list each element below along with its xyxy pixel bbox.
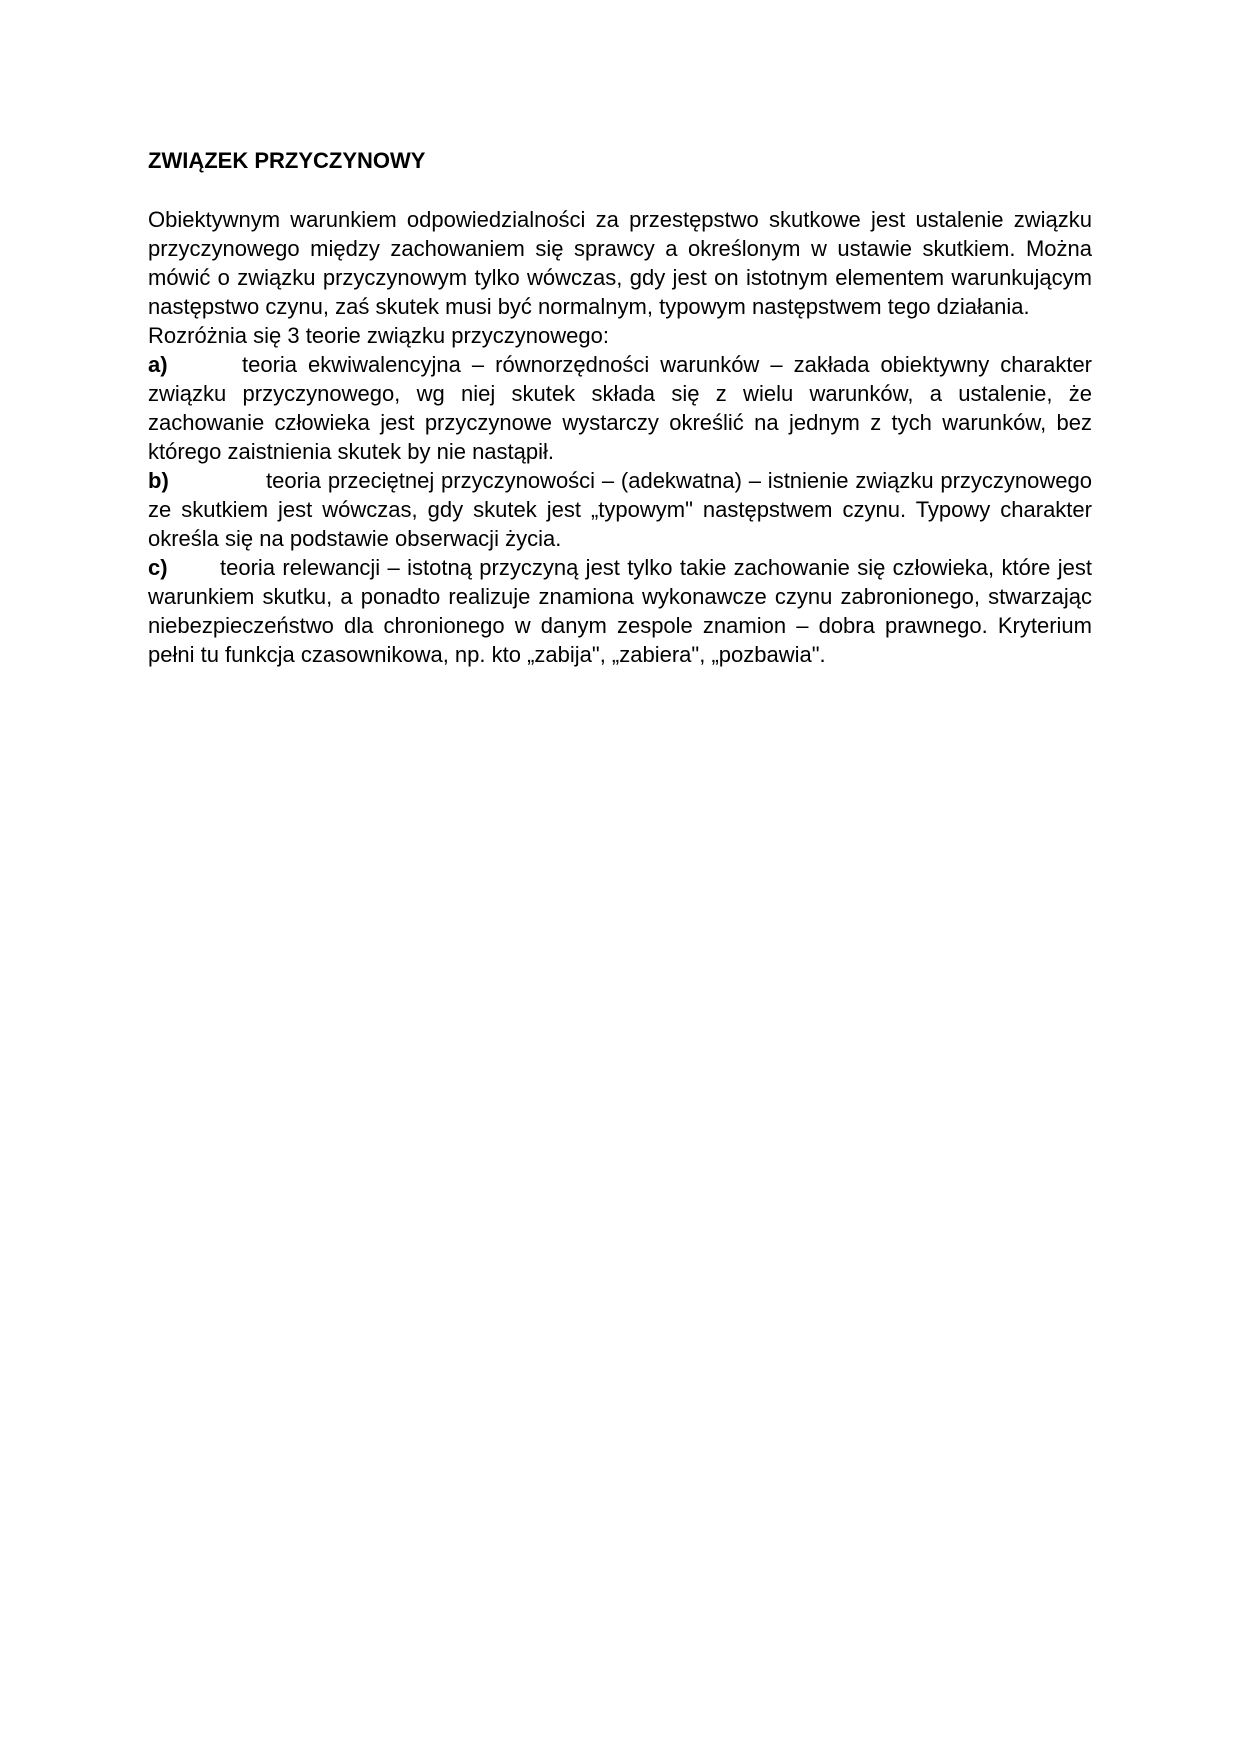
item-marker: a) [148, 352, 168, 377]
theory-item-b [148, 466, 1092, 553]
lead-paragraph: Rozróżnia się 3 teorie związku przyczynowego: [148, 323, 609, 348]
item-marker: c) [148, 555, 168, 580]
theory-item-c [148, 553, 1092, 669]
item-text: teoria ekwiwalencyjna – równorzędności warunków – zakłada obiektywny charakter związku przyczynowego, wg niej skutek składa się z wielu warunków, a ustalenie, że zachowanie człowieka jest przyczynowe wystarczy określić na jednym z tych warunków, bez którego zaistnienia skutek by nie nastąpił. [148, 352, 1092, 464]
item-text: teoria relewancji – istotną przyczyną jest tylko takie zachowanie się człowieka, które jest warunkiem skutku, a ponadto realizuje znamiona wykonawcze czynu zabronionego, stwarzając niebezpieczeństwo dla chronionego w danym zespole znamion – dobra prawnego. Kryterium pełni tu funkcja czasownikowa, np. kto „zabija", „zabiera", „pozbawia". [148, 555, 1092, 667]
document-title: ZWIĄZEK PRZYCZYNOWY [148, 148, 426, 173]
item-text: teoria przeciętnej przyczynowości – (adekwatna) – istnienie związku przyczynowego ze skutkiem jest wówczas, gdy skutek jest „typowym" następstwem czynu. Typowy charakter określa się na podstawie obserwacji życia. [148, 468, 1092, 551]
theory-item-a [148, 350, 1092, 466]
intro-paragraph: Obiektywnym warunkiem odpowiedzialności za przestępstwo skutkowe jest ustalenie związku przyczynowego między zachowaniem się sprawcy a określonym w ustawie skutkiem. Można mówić o związku przyczynowym tylko wówczas, gdy jest on istotnym elementem warunkującym następstwo czynu, zaś skutek musi być normalnym, typowym następstwem tego działania. [148, 207, 1092, 319]
document-content [148, 146, 1092, 669]
item-marker: b) [148, 468, 169, 493]
